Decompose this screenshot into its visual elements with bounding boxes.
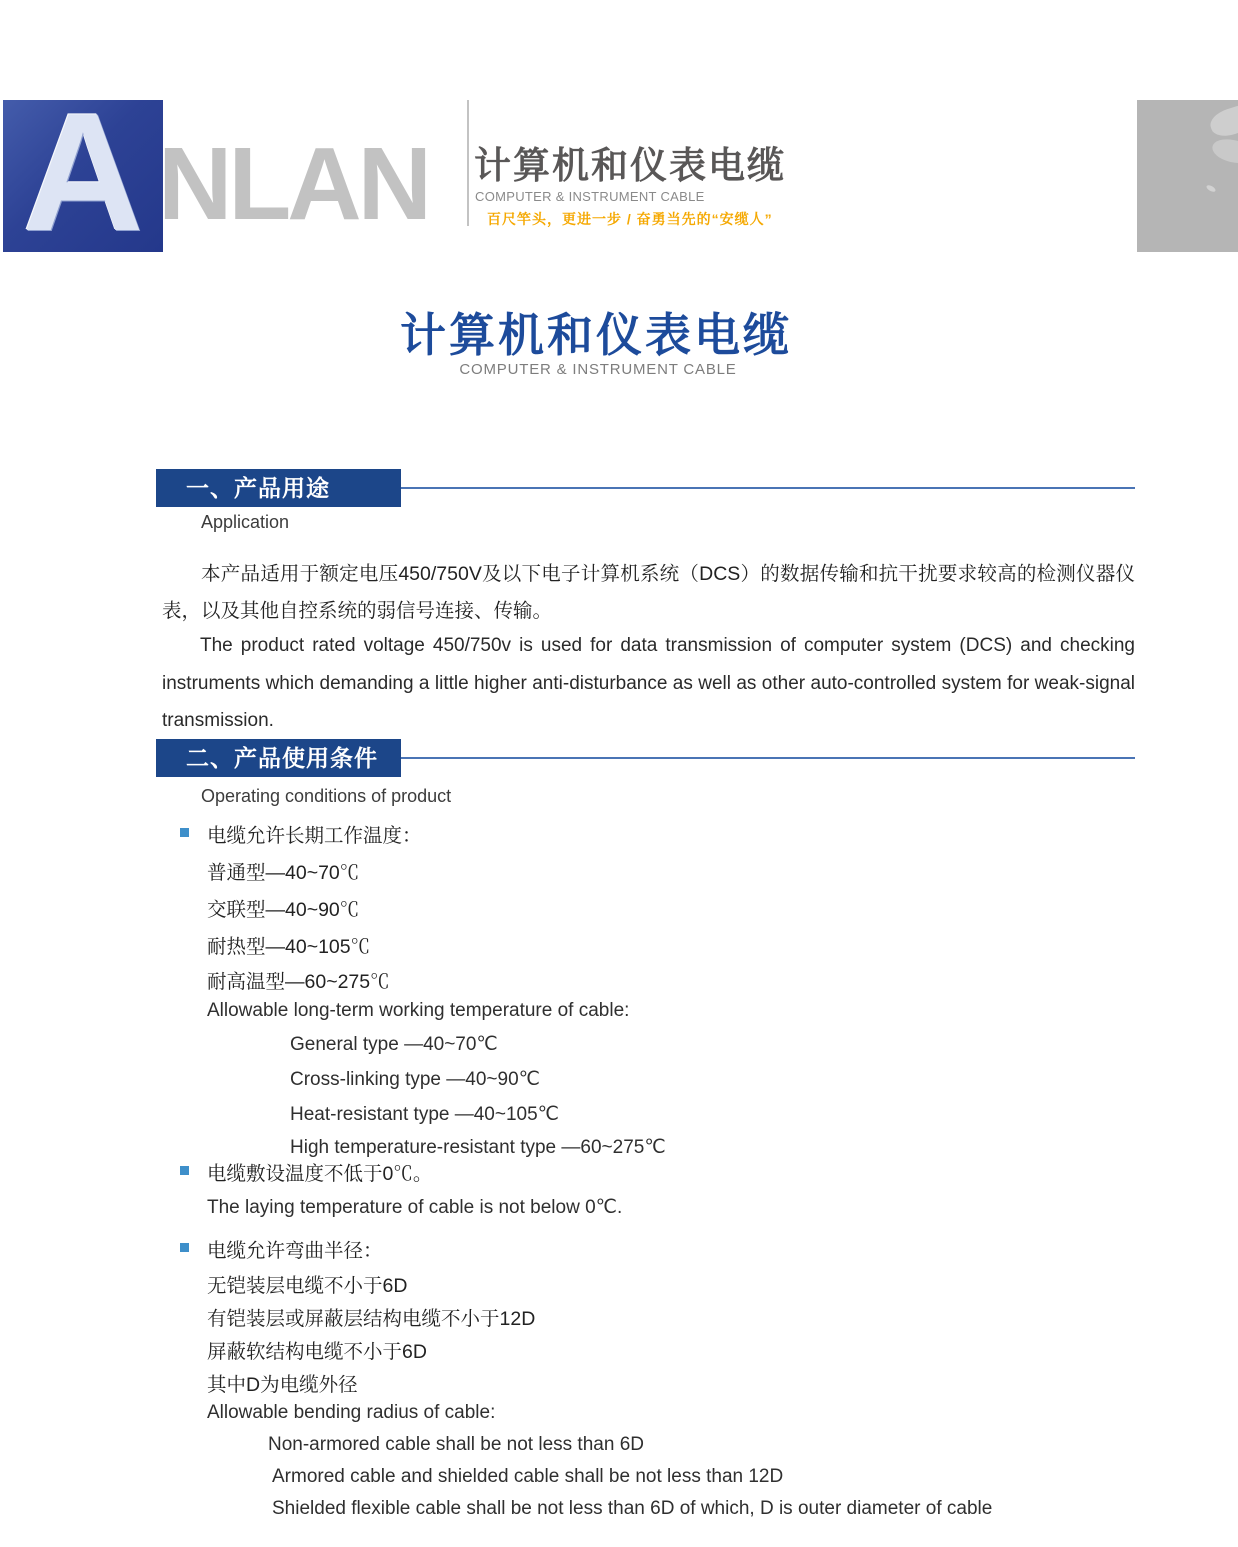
list-item-bend-en: Armored cable and shielded cable shall be not less than 12D xyxy=(272,1466,784,1487)
section1-rule xyxy=(401,487,1135,489)
leaf-shape-icon xyxy=(1205,184,1216,193)
leaf-shape-icon xyxy=(1207,102,1238,141)
list-item-bend-label-zh: 电缆允许弯曲半径： xyxy=(207,1240,383,1262)
logo-letter-a: A xyxy=(22,78,144,266)
section1-paragraph-en: The product rated voltage 450/750v is used for data transmission of computer system (DCS) and checking instruments which demanding a little higher anti-disturbance as well as other auto-controlled system for weak-signal transmission. xyxy=(162,635,1135,731)
bullet-square-icon xyxy=(180,828,189,837)
list-item-temp-en: High temperature-resistant type —60~275℃ xyxy=(290,1137,666,1158)
header-product-title-zh: 计算机和仪表电缆 xyxy=(474,145,786,186)
list-item-temp-zh: 耐热型—40~105℃ xyxy=(207,936,371,958)
leaf-shape-icon xyxy=(1210,136,1238,166)
bullet-square-icon xyxy=(180,1243,189,1252)
logo-wordmark: NLAN xyxy=(158,126,429,241)
list-item-temp-intro-en: Allowable long-term working temperature of cable: xyxy=(207,1000,630,1021)
list-item-temp-en: Cross-linking type —40~90℃ xyxy=(290,1069,540,1090)
section2-rule xyxy=(401,757,1135,759)
list-item-temp-en: Heat-resistant type —40~105℃ xyxy=(290,1104,560,1125)
section2-subheading: Operating conditions of product xyxy=(201,786,452,806)
header-photo xyxy=(1137,100,1238,252)
list-item-temp-zh: 耐高温型—60~275℃ xyxy=(207,971,390,993)
list-item-temp-zh: 交联型—40~90℃ xyxy=(207,899,360,921)
list-item-laying-zh: 电缆敷设温度不低于0℃。 xyxy=(207,1163,433,1185)
list-item-bend-intro-en: Allowable bending radius of cable: xyxy=(207,1402,496,1423)
logo xyxy=(3,78,163,266)
section2-heading: 二、产品使用条件 xyxy=(186,745,378,771)
list-item-bend-zh: 无铠装层电缆不小于6D xyxy=(207,1275,408,1297)
page-title-zh: 计算机和仪表电缆 xyxy=(400,309,792,361)
list-item-laying-en: The laying temperature of cable is not below 0℃. xyxy=(207,1197,623,1218)
header-divider xyxy=(467,100,469,226)
section1-heading-box xyxy=(156,469,401,507)
section1-subheading: Application xyxy=(201,512,290,532)
list-item-bend-en: Non-armored cable shall be not less than 6D xyxy=(268,1434,644,1455)
section1-paragraph-zh: 本产品适用于额定电压450/750V及以下电子计算机系统（DCS）的数据传输和抗干扰要求较高的检测仪器仪表，以及其他自控系统的弱信号连接、传输。 xyxy=(162,563,1135,622)
list-item-bend-en: Shielded flexible cable shall be not less than 6D of which, D is outer diameter of cable xyxy=(272,1498,993,1519)
header-product-title-en: COMPUTER & INSTRUMENT CABLE xyxy=(475,189,705,204)
header-slogan: 百尺竿头，更进一步 / 奋勇当先的“安缆人” xyxy=(487,211,773,227)
section1-heading: 一、产品用途 xyxy=(186,475,330,501)
page-title-en: COMPUTER & INSTRUMENT CABLE xyxy=(459,361,737,378)
list-item-bend-zh: 其中D为电缆外径 xyxy=(207,1374,358,1396)
list-item-bend-zh: 屏蔽软结构电缆不小于6D xyxy=(207,1341,427,1363)
bullet-square-icon xyxy=(180,1166,189,1175)
list-item-temp-label-zh: 电缆允许长期工作温度： xyxy=(207,825,422,847)
list-item-temp-zh: 普通型—40~70℃ xyxy=(207,862,360,884)
list-item-bend-zh: 有铠装层或屏蔽层结构电缆不小于12D xyxy=(207,1308,536,1330)
section2-heading-box xyxy=(156,739,401,777)
list-item-temp-en: General type —40~70℃ xyxy=(290,1034,498,1055)
